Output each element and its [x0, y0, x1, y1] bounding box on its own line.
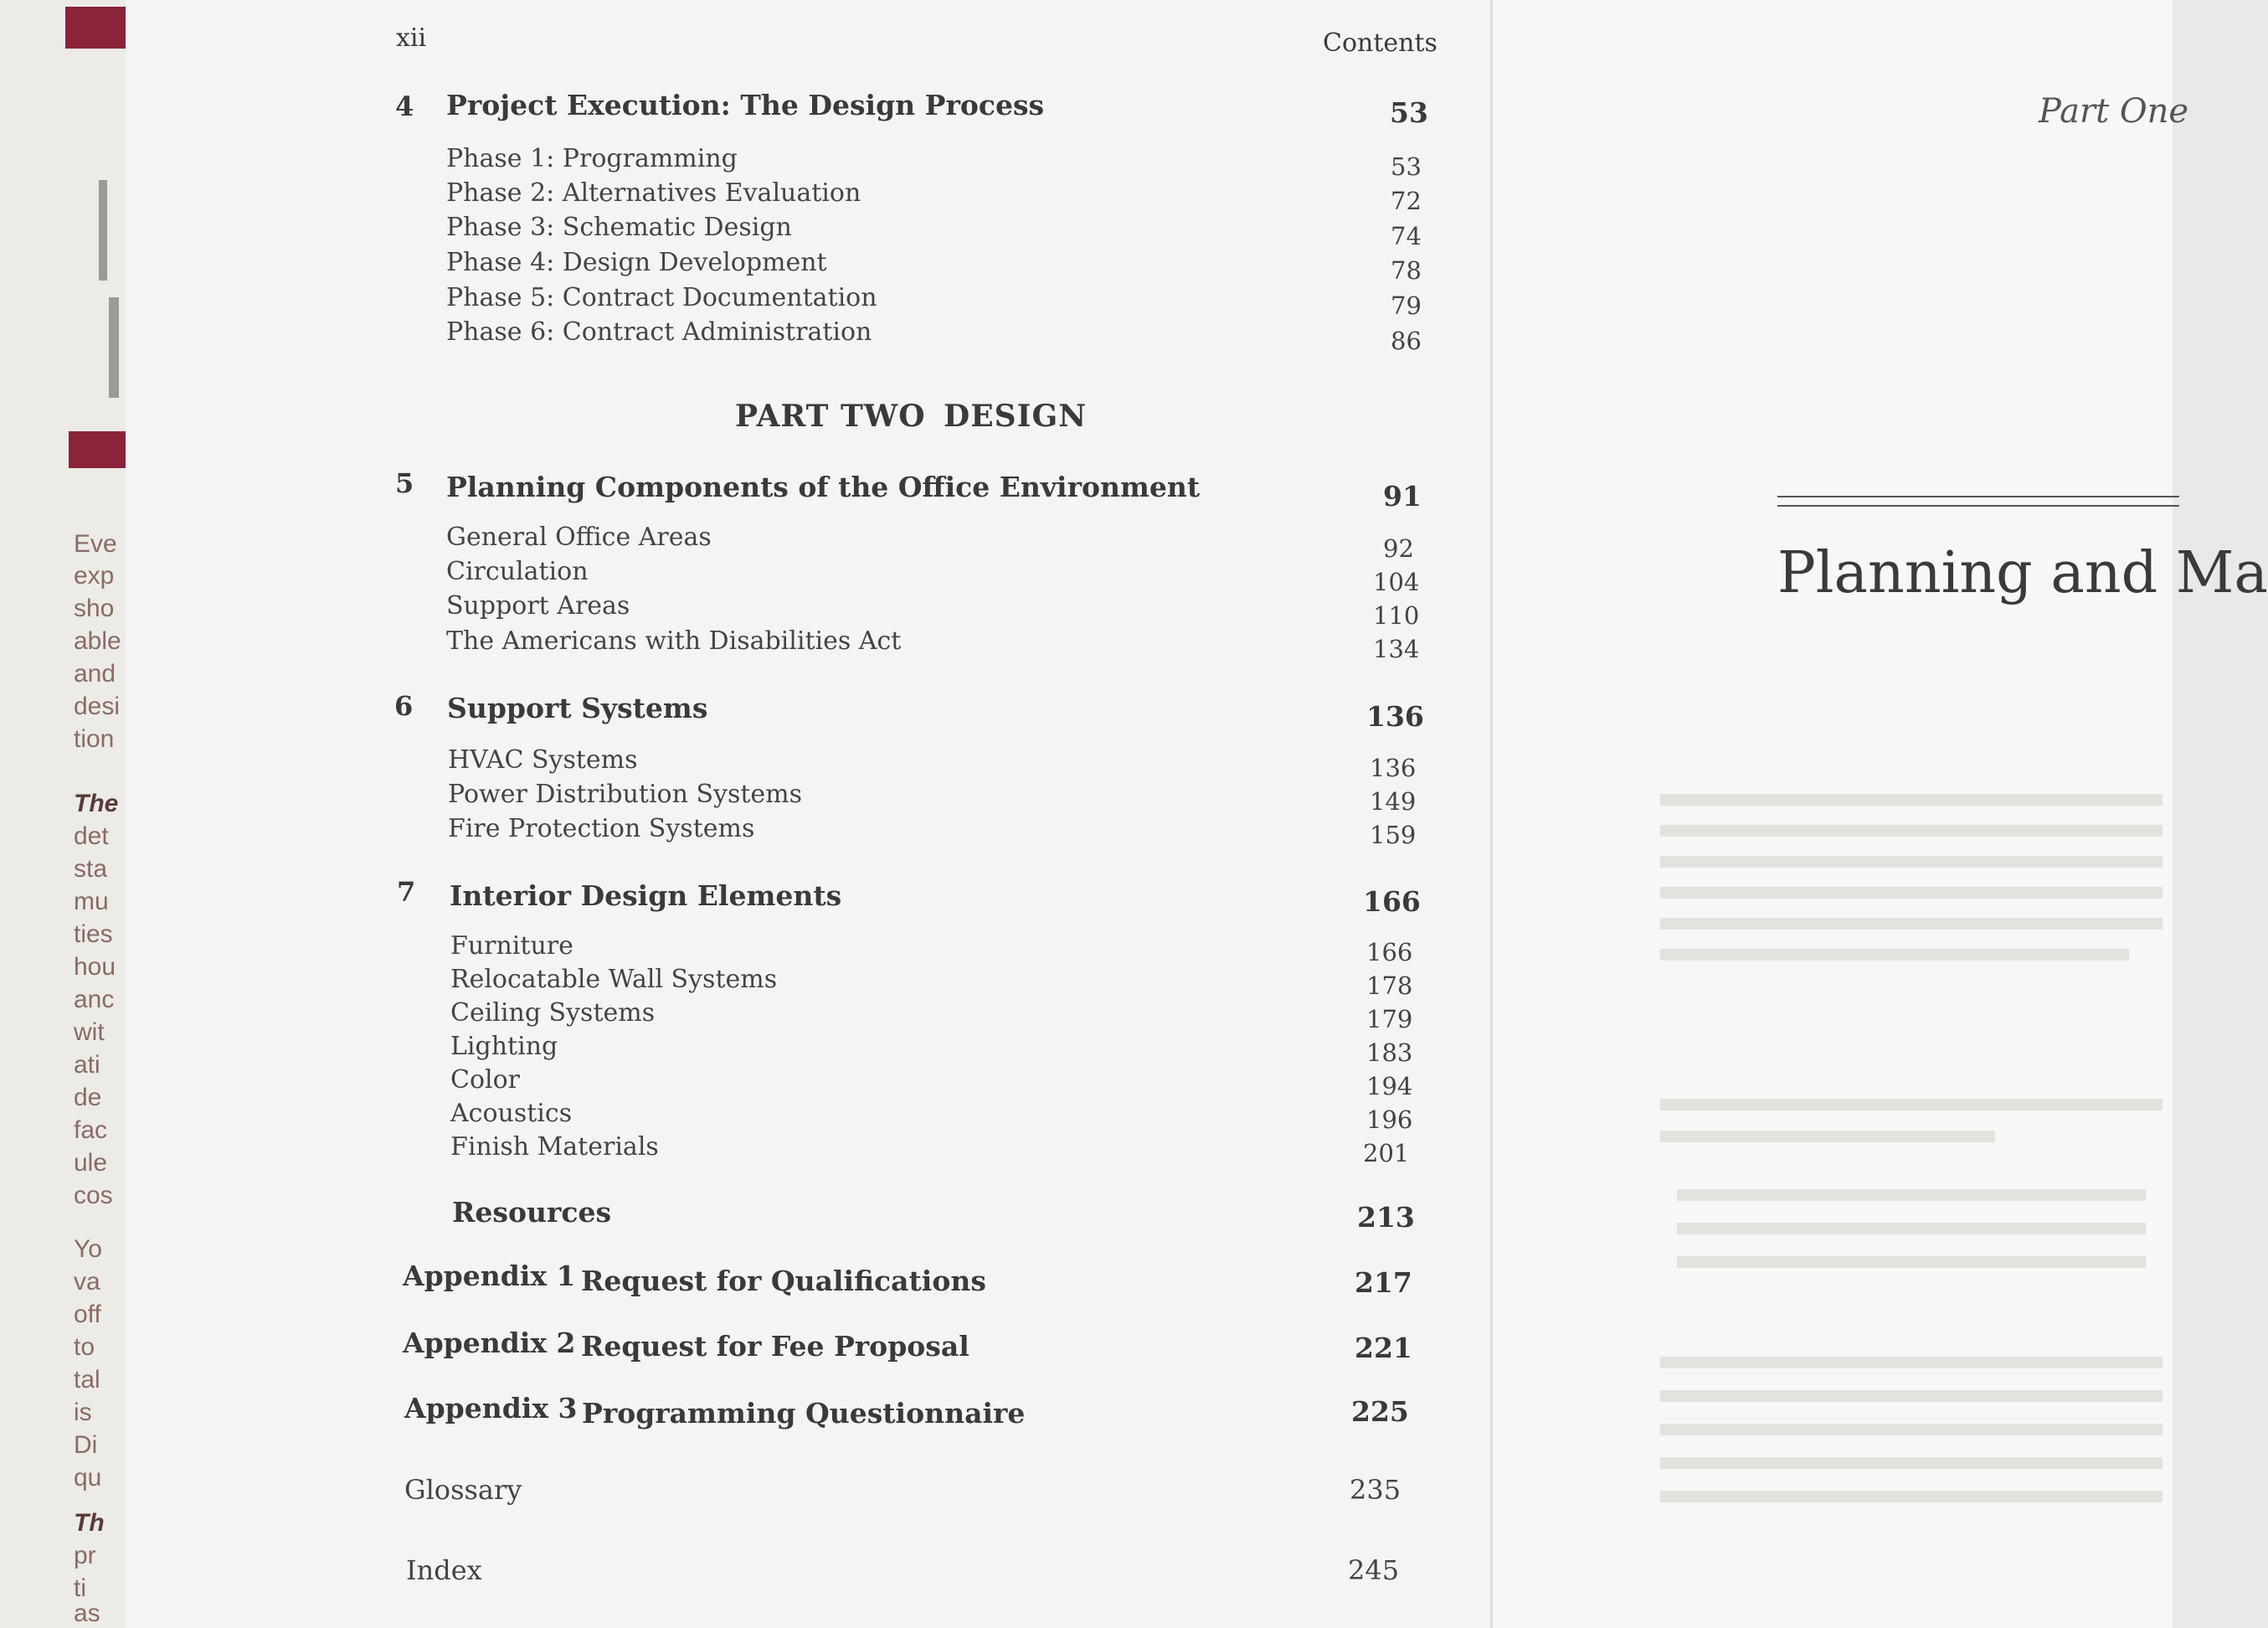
- toc-entry-page: 149: [1370, 787, 1417, 816]
- appendix-label: Appendix 3: [404, 1392, 578, 1424]
- chapter-page: 91: [1383, 480, 1422, 513]
- toc-entry[interactable]: Lighting: [450, 1032, 558, 1061]
- chapter-page: 166: [1363, 885, 1421, 918]
- text-fragment: desi: [74, 693, 121, 720]
- text-fragment: tal: [74, 1366, 100, 1394]
- text-fragment: va: [74, 1268, 100, 1296]
- previous-page-edge: [0, 0, 126, 1628]
- show-through-line: [1660, 1390, 2163, 1402]
- show-through-line: [1660, 825, 2163, 837]
- toc-entry[interactable]: Color: [450, 1065, 521, 1095]
- text-fragment: anc: [74, 986, 115, 1013]
- toc-entry-page: 166: [1366, 938, 1413, 966]
- appendix-title[interactable]: Request for Qualifications: [581, 1265, 986, 1297]
- toc-entry-page: 74: [1391, 222, 1422, 250]
- toc-entry[interactable]: General Office Areas: [446, 523, 712, 552]
- appendix-label: Appendix 1: [403, 1260, 576, 1292]
- glossary-page: 235: [1350, 1474, 1401, 1506]
- toc-entry-page: 53: [1391, 152, 1422, 181]
- chapter-title[interactable]: Support Systems: [447, 692, 708, 724]
- facing-page: [1490, 0, 2268, 1628]
- text-fragment: Di: [74, 1431, 98, 1459]
- text-fragment: is: [74, 1399, 92, 1426]
- part-title: DESIGN: [944, 399, 1088, 434]
- toc-entry-page: 78: [1391, 256, 1422, 285]
- chapter-title[interactable]: Interior Design Elements: [450, 879, 842, 912]
- toc-entry[interactable]: Phase 6: Contract Administration: [446, 317, 872, 347]
- toc-entry[interactable]: Ceiling Systems: [450, 998, 656, 1028]
- toc-entry-page: 194: [1366, 1072, 1413, 1100]
- toc-entry[interactable]: Phase 4: Design Development: [446, 248, 827, 277]
- text-fragment: wit: [74, 1018, 105, 1046]
- text-fragment: able: [74, 627, 121, 655]
- toc-entry[interactable]: Finish Materials: [450, 1132, 659, 1162]
- toc-entry[interactable]: The Americans with Disabilities Act: [446, 626, 902, 656]
- text-fragment: off: [74, 1301, 101, 1328]
- toc-entry-page: 201: [1363, 1139, 1410, 1167]
- toc-entry-page: 104: [1373, 568, 1420, 596]
- title-rule: [1777, 505, 2179, 507]
- toc-entry-page: 196: [1366, 1105, 1413, 1134]
- toc-entry-page: 179: [1366, 1005, 1413, 1033]
- text-fragment: det: [74, 822, 109, 850]
- resources-title[interactable]: Resources: [452, 1196, 612, 1229]
- appendix-title[interactable]: Programming Questionnaire: [582, 1397, 1026, 1430]
- toc-entry-page: 134: [1373, 635, 1420, 663]
- show-through-line: [1660, 1457, 2163, 1469]
- part-label: PART TWO: [735, 399, 926, 434]
- text-fragment: ties: [74, 920, 113, 948]
- text-fragment: sho: [74, 595, 115, 622]
- text-fragment: and: [74, 660, 116, 688]
- text-fragment: hou: [74, 953, 116, 981]
- show-through-line: [1660, 1131, 1995, 1142]
- show-through-line: [1677, 1223, 2146, 1234]
- show-through-line: [1677, 1256, 2146, 1268]
- text-fragment: Th: [74, 1509, 105, 1537]
- show-through-line: [1660, 856, 2163, 868]
- text-fragment: The: [74, 790, 119, 817]
- chapter-title[interactable]: Planning Components of the Office Environment: [446, 471, 1201, 503]
- show-through-line: [1660, 949, 2129, 961]
- chapter-number: 4: [395, 90, 414, 122]
- text-fragment: exp: [74, 562, 115, 590]
- toc-entry[interactable]: Support Areas: [446, 591, 630, 621]
- resources-page: 213: [1357, 1201, 1415, 1234]
- toc-entry[interactable]: Phase 5: Contract Documentation: [446, 283, 877, 312]
- chapter-number: 7: [397, 876, 416, 908]
- toc-entry-page: 183: [1366, 1038, 1413, 1067]
- show-through-line: [1660, 918, 2163, 930]
- toc-entry[interactable]: Furniture: [450, 931, 573, 961]
- toc-entry-page: 72: [1391, 187, 1422, 215]
- toc-entry-page: 136: [1370, 754, 1417, 782]
- toc-entry[interactable]: Phase 3: Schematic Design: [446, 213, 792, 242]
- appendix-page: 225: [1351, 1395, 1409, 1428]
- glossary-title[interactable]: Glossary: [404, 1474, 522, 1506]
- chapter-page: 53: [1390, 96, 1428, 129]
- text-fragment: qu: [74, 1464, 102, 1491]
- running-title: Contents: [1323, 28, 1437, 58]
- text-fragment: mu: [74, 888, 109, 915]
- text-fragment: to: [74, 1333, 95, 1361]
- show-through-line: [1660, 794, 2163, 806]
- show-through-line: [1660, 1357, 2163, 1368]
- chapter-heading: Planning and Ma: [1777, 540, 2268, 606]
- toc-entry[interactable]: Fire Protection Systems: [448, 814, 755, 843]
- show-through-line: [1677, 1189, 2146, 1201]
- appendix-title[interactable]: Request for Fee Proposal: [581, 1330, 969, 1363]
- toc-entry-page: 110: [1373, 601, 1420, 630]
- red-heading-bar: [65, 7, 126, 49]
- text-fragment: ule: [74, 1149, 108, 1177]
- text-fragment: sta: [74, 855, 108, 883]
- toc-entry-page: 79: [1391, 291, 1422, 320]
- text-fragment: de: [74, 1084, 102, 1111]
- part-running-head: Part One: [2039, 92, 2189, 131]
- index-title[interactable]: Index: [406, 1554, 482, 1586]
- gray-rule: [109, 297, 119, 398]
- toc-entry[interactable]: HVAC Systems: [448, 745, 638, 775]
- text-fragment: Yo: [74, 1235, 102, 1263]
- red-heading-bar: [69, 431, 126, 468]
- show-through-line: [1660, 887, 2163, 899]
- chapter-page: 136: [1366, 700, 1424, 733]
- gray-rule: [99, 180, 107, 281]
- toc-entry[interactable]: Power Distribution Systems: [448, 780, 803, 809]
- appendix-page: 221: [1355, 1332, 1412, 1364]
- text-fragment: tion: [74, 725, 115, 753]
- index-page: 245: [1348, 1554, 1400, 1586]
- text-fragment: Eve: [74, 530, 117, 558]
- title-rule: [1777, 496, 2179, 497]
- chapter-number: 5: [395, 467, 414, 499]
- toc-entry-page: 92: [1383, 534, 1414, 563]
- toc-entry-page: 86: [1391, 327, 1422, 355]
- toc-entry[interactable]: Phase 1: Programming: [446, 144, 738, 173]
- toc-entry[interactable]: Relocatable Wall Systems: [450, 965, 778, 994]
- toc-entry-page: 178: [1366, 971, 1413, 1000]
- text-fragment: pr: [74, 1542, 96, 1569]
- appendix-label: Appendix 2: [403, 1327, 576, 1359]
- chapter-title[interactable]: Project Execution: The Design Process: [446, 89, 1045, 121]
- text-fragment: ti: [74, 1574, 86, 1602]
- toc-entry[interactable]: Phase 2: Alternatives Evaluation: [446, 178, 861, 208]
- chapter-number: 6: [394, 690, 414, 722]
- toc-entry[interactable]: Circulation: [446, 557, 589, 586]
- appendix-page: 217: [1355, 1266, 1412, 1299]
- text-fragment: fac: [74, 1116, 108, 1144]
- show-through-line: [1660, 1424, 2163, 1435]
- toc-entry[interactable]: Acoustics: [450, 1099, 573, 1128]
- toc-entry-page: 159: [1370, 821, 1417, 849]
- show-through-line: [1660, 1491, 2163, 1502]
- text-fragment: as: [74, 1600, 100, 1627]
- page-number: xii: [396, 23, 427, 53]
- show-through-line: [1660, 1099, 2163, 1110]
- text-fragment: cos: [74, 1182, 113, 1209]
- text-fragment: ati: [74, 1051, 100, 1079]
- contents-page: [126, 0, 1490, 1628]
